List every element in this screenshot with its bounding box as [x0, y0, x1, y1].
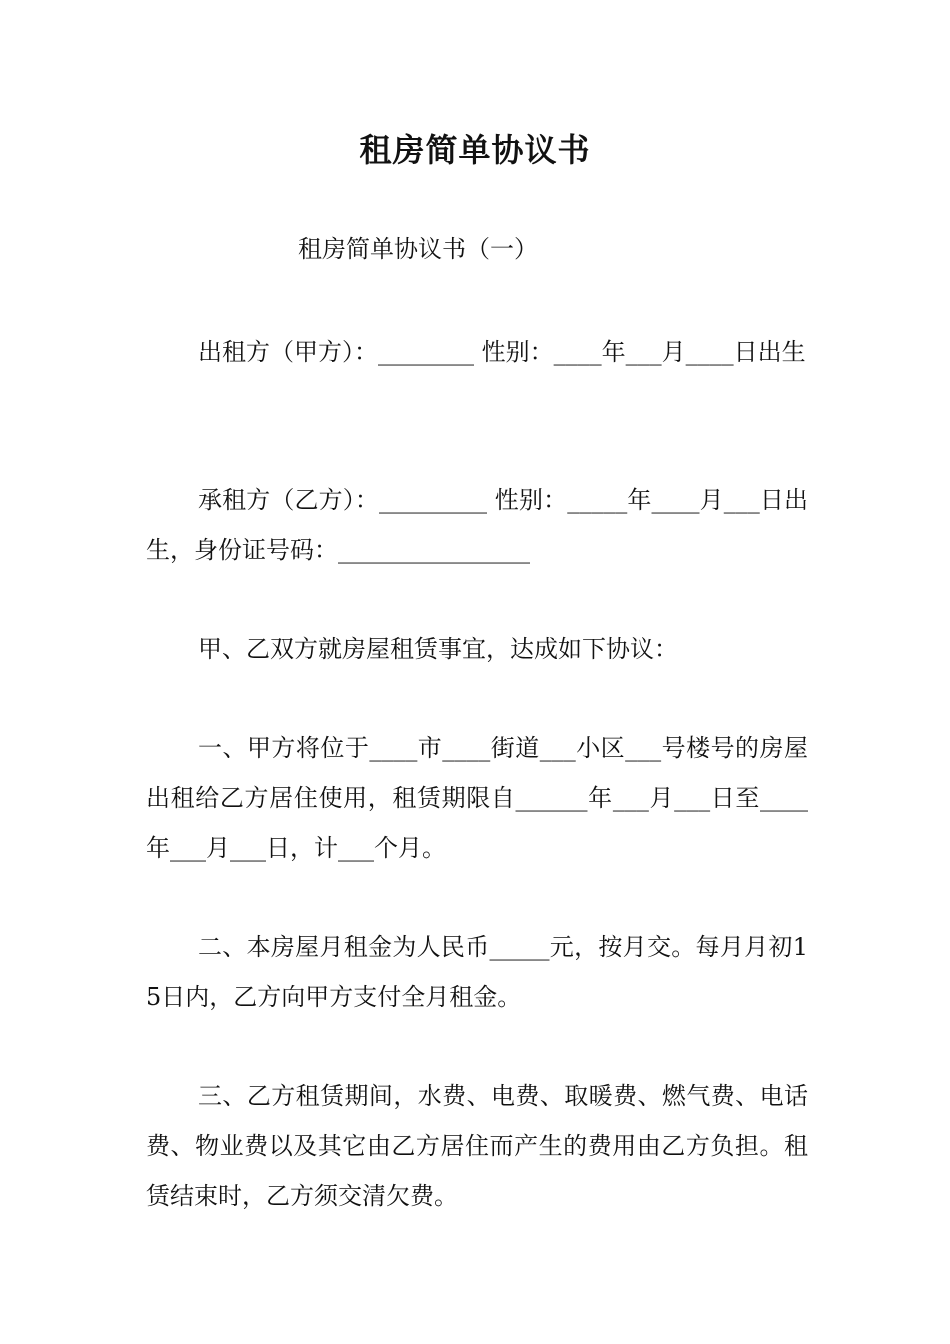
lessor-info-paragraph: 出租方（甲方）：________ 性别：____年___月____日出生: [198, 338, 806, 366]
document-subtitle: 租房简单协议书（一）: [298, 235, 538, 263]
agreement-intro-paragraph: 甲、乙双方就房屋租赁事宜，达成如下协议：: [198, 635, 678, 663]
document-title: 租房简单协议书: [359, 131, 591, 169]
lessee-info-paragraph: 承租方（乙方）：_________ 性别：_____年____月___日出生，身份证号码：________________: [146, 486, 808, 564]
clause-2-paragraph: 二、本房屋月租金为人民币_____元，按月交。每月月初15日内，乙方向甲方支付全月租金。: [146, 933, 808, 1011]
clause-1-paragraph: 一、甲方将位于____市____街道___小区___号楼号的房屋出租给乙方居住使用，租赁期限自______年___月___日至____年___月___日，计___个月。: [146, 734, 808, 862]
clause-3-paragraph: 三、乙方租赁期间，水费、电费、取暖费、燃气费、电话费、物业费以及其它由乙方居住而产生的费用由乙方负担。租赁结束时，乙方须交清欠费。: [146, 1082, 808, 1210]
